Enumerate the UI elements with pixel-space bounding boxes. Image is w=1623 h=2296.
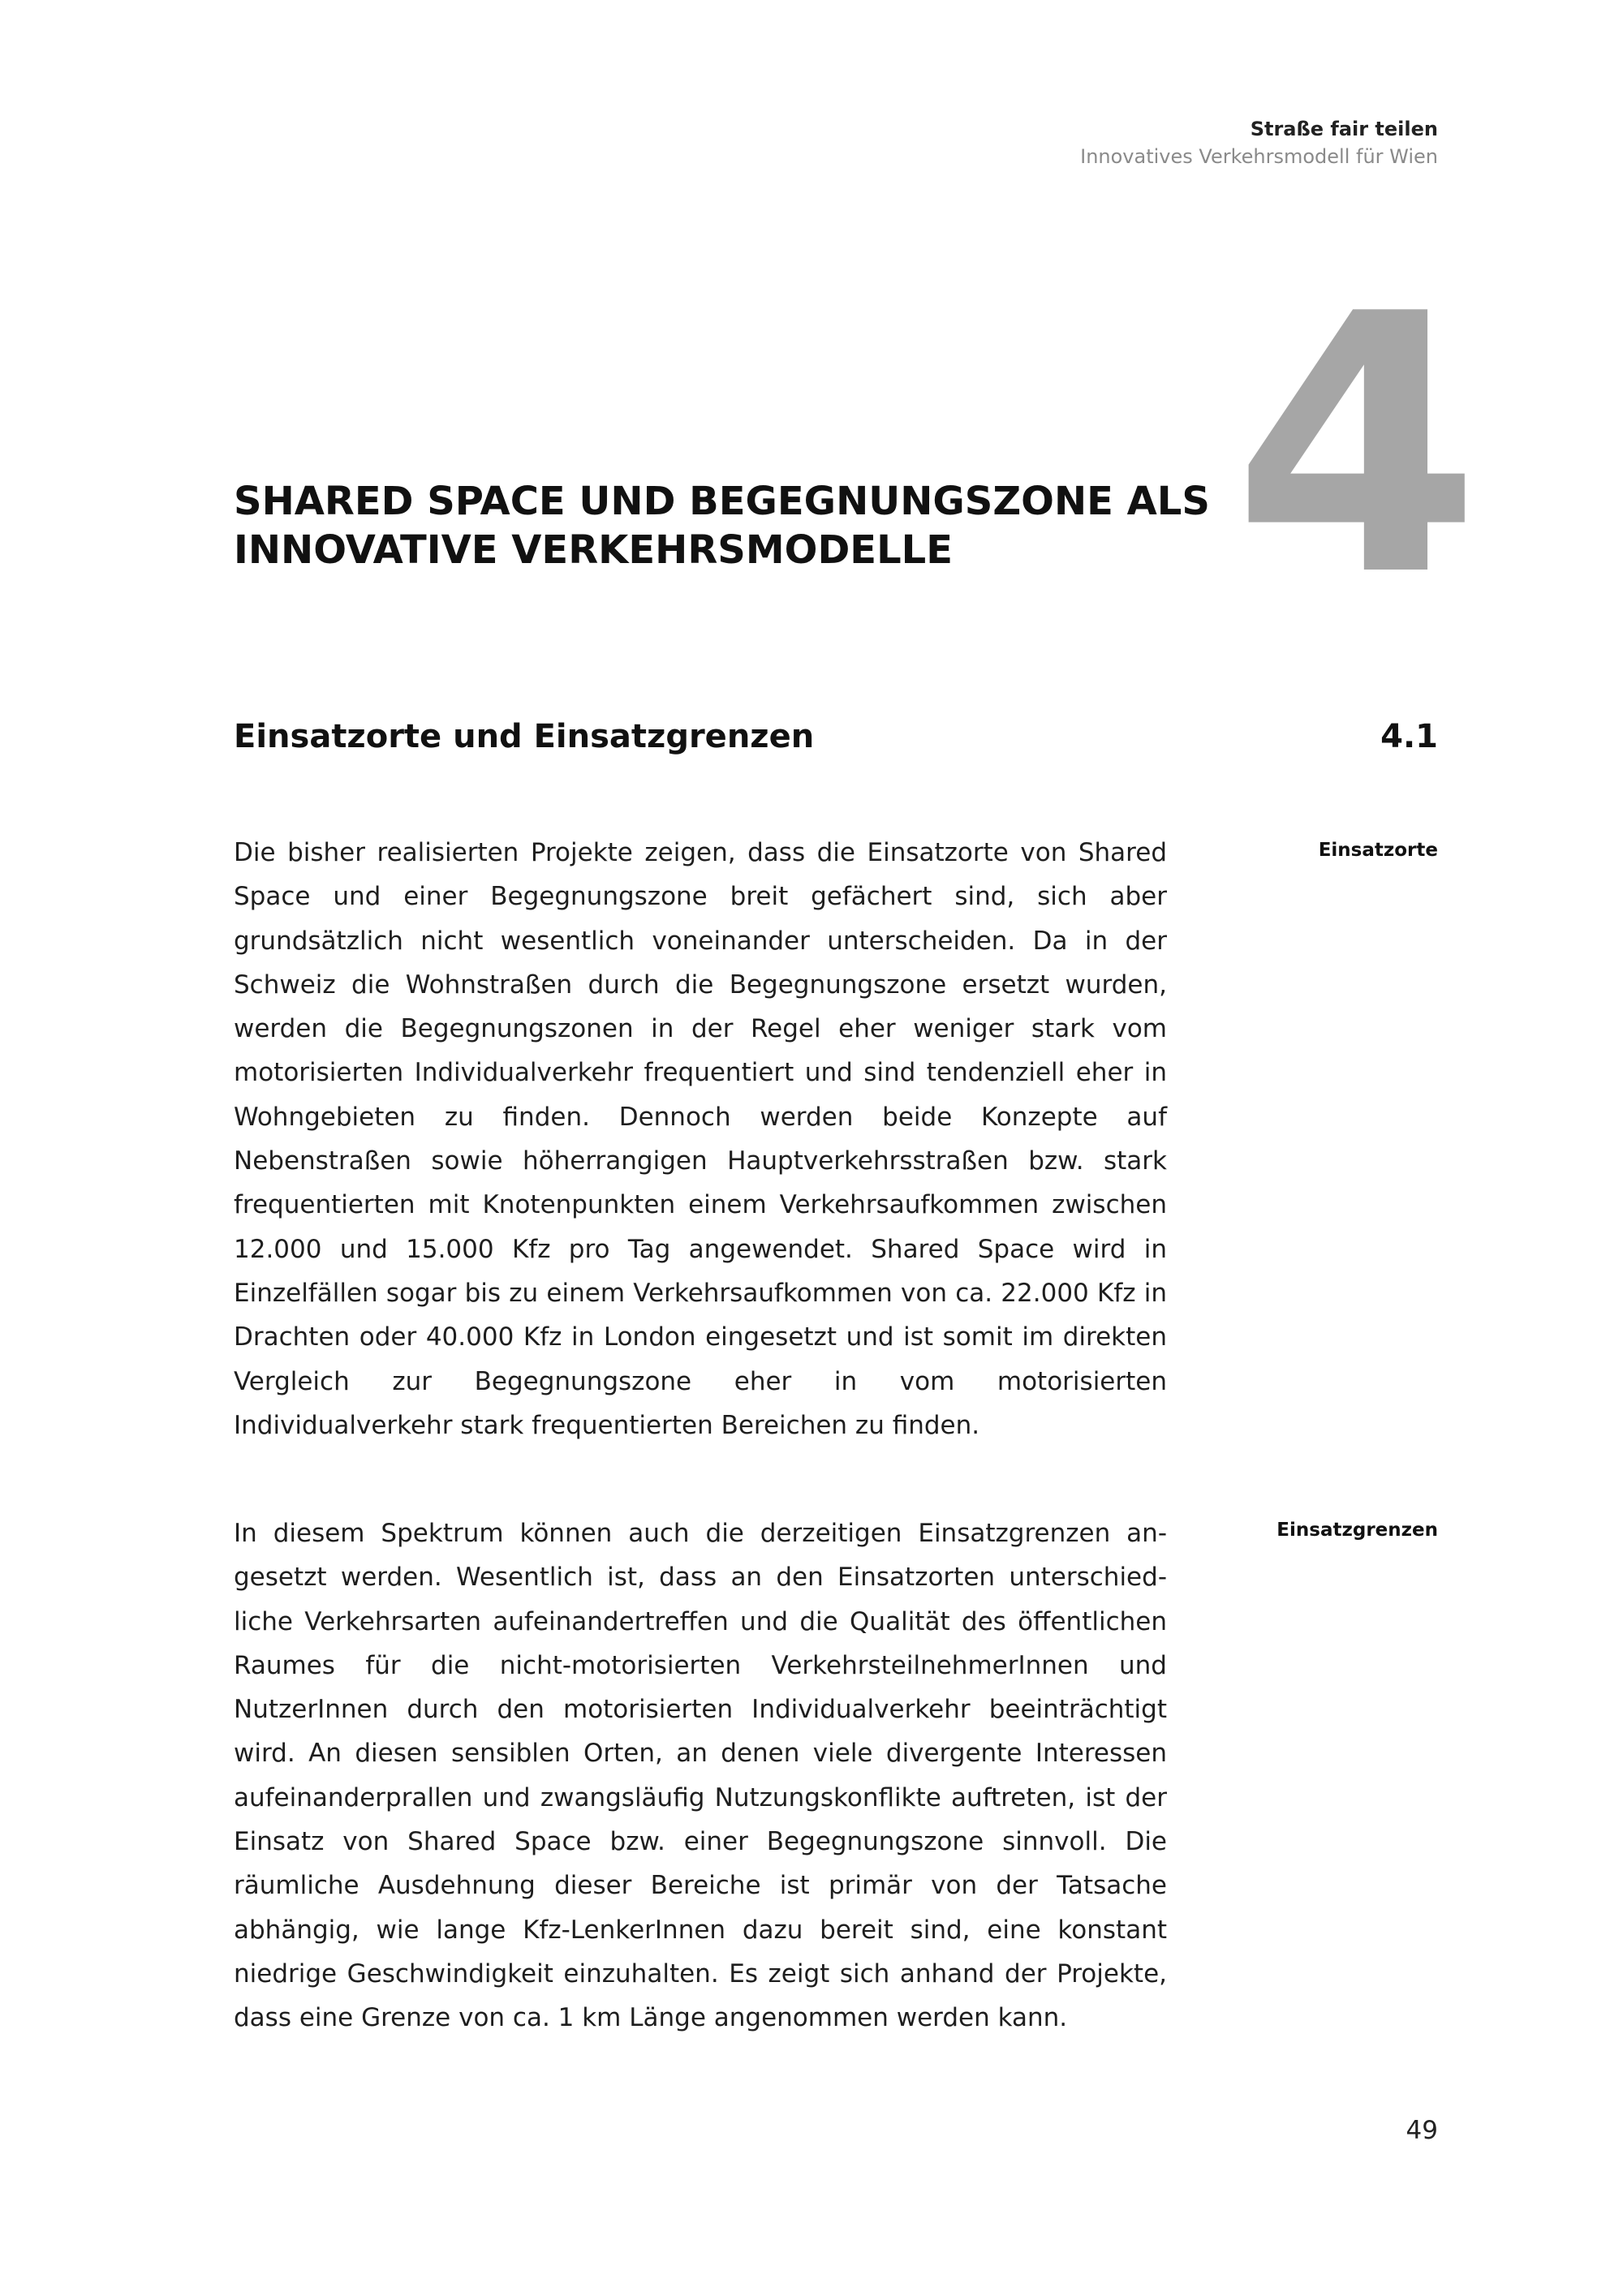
page-number: 49 [1406,2116,1438,2145]
body-paragraph: Die bisher realisierten Projekte zeigen, dass die Einsatzorte von Shared Space und einer Begegnungszone breit gefächert sind, sich aber grundsätzlich nicht wesentlich voneinander unterscheiden. Da in der Schweiz die Wohnstraßen durch die Begegnungszone ersetzt wurden, werden die Begegnungszonen in der Regel eher weniger stark vom motorisierten Individualverkehr frequentiert und sind tendenziell eher in Wohngebieten zu finden. Dennoch werden beide Konzepte auf Nebenstraßen sowie höherrangigen Hauptverkehrsstraßen bzw. stark frequentierten mit Knotenpunkten einem Verkehrsaufkommen zwischen 12.000 und 15.000 Kfz pro Tag angewendet. Shared Space wird in Einzelfällen sogar bis zu einem Verkehrsaufkommen von ca. 22.000 Kfz in Drachten oder 40.000 Kfz in London eingesetzt und ist somit im direkten Vergleich zur Begegnungszone eher in vom motorisierten Individualverkehr stark frequentierten Bereichen zu finden. [234,838,1167,1440]
running-head-subtitle: Innovatives Verkehrsmodell für Wien [1080,145,1438,168]
chapter-title: SHARED SPACE UND BEGEGNUNGSZONE ALS INNOVATIVE VERKEHRSMODELLE [234,479,1210,573]
section-heading: Einsatzorte und Einsatzgrenzen [234,718,815,755]
section-number: 4.1 [1380,718,1438,755]
running-head [1080,115,1438,170]
margin-note-einsatzgrenzen: Einsatzgrenzen [1276,1520,1438,1541]
margin-note-einsatzorte: Einsatzorte [1318,840,1438,861]
body-paragraph: In diesem Spektrum können auch die derzeitigen Einsatzgrenzen angesetzt werden. Wesentlich ist, dass an den Einsatzorten unterschiedliche Verkehrsarten aufeinandertreffen und die Qualität des öffentlichen Raumes für die nicht-motorisierten VerkehrsteilnehmerInnen und NutzerInnen durch den motorisierten Individualverkehr beeinträchtigt wird. An diesen sensiblen Orten, an denen viele divergente Interessen aufeinanderprallen und zwangsläufig Nutzungskonflikte auftreten, ist der Einsatz von Shared Space bzw. einer Begegnungszone sinnvoll. Die räumliche Ausdehnung dieser Bereiche ist primär von der Tatsache abhängig, wie lange Kfz-LenkerInnen dazu bereit sind, eine konstant niedrige Geschwindigkeit einzuhalten. Es zeigt sich anhand der Projekte, dass eine Grenze von ca. 1 km Länge angenommen werden kann. [234,1519,1167,2033]
running-head-title: Straße fair teilen [1250,118,1438,140]
chapter-number: 4 [1232,239,1473,654]
